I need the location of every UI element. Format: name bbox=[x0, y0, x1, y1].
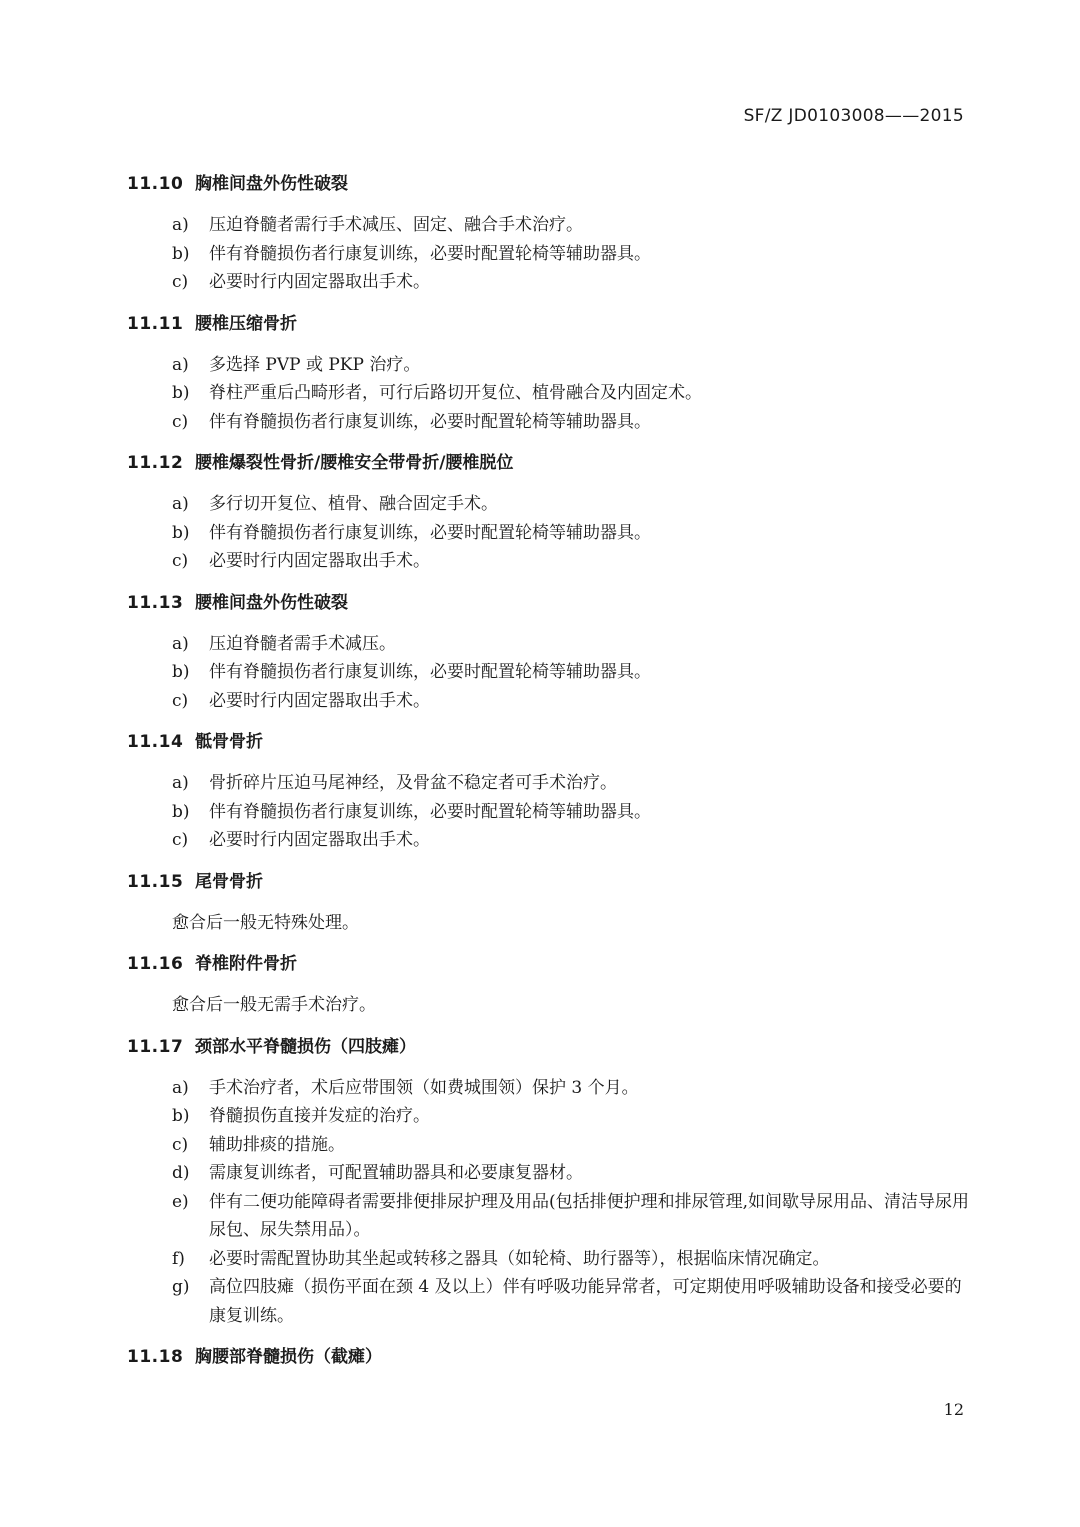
list-item bbox=[127, 490, 977, 519]
section-number: 11.13 bbox=[127, 592, 184, 613]
section-title: 尾骨骨折 bbox=[195, 871, 263, 892]
section-11-18 bbox=[127, 1343, 977, 1371]
section-title: 脊椎附件骨折 bbox=[195, 954, 297, 974]
item-marker: c) bbox=[172, 272, 189, 292]
item-marker: c) bbox=[172, 830, 189, 850]
item-text: 需康复训练者，可配置辅助器具和必要康复器材。 bbox=[209, 1163, 583, 1183]
section-11-17 bbox=[127, 1033, 977, 1344]
item-marker: b) bbox=[172, 243, 190, 264]
list-item bbox=[127, 1188, 977, 1245]
item-marker: b) bbox=[172, 662, 190, 682]
item-text: 高位四肢瘫（损伤平面在颈 4 及以上）伴有呼吸功能异常者，可定期使用呼吸辅助设备和接受必要的康复训练。 bbox=[209, 1277, 962, 1326]
list-item bbox=[127, 211, 977, 240]
section-heading bbox=[127, 170, 977, 198]
document-code: SF/Z JD0103008——2015 bbox=[743, 106, 964, 126]
section-number: 11.12 bbox=[127, 453, 184, 473]
list-item bbox=[127, 687, 977, 716]
section-number: 11.18 bbox=[127, 1347, 184, 1367]
item-marker: a) bbox=[172, 215, 189, 235]
list-item bbox=[127, 1131, 977, 1160]
section-number: 11.16 bbox=[127, 954, 184, 974]
section-11-10 bbox=[127, 170, 977, 310]
section-number: 11.15 bbox=[127, 871, 184, 892]
section-title: 腰椎压缩骨折 bbox=[195, 313, 297, 334]
section-title: 胸椎间盘外伤性破裂 bbox=[195, 174, 348, 194]
item-marker: a) bbox=[172, 773, 189, 793]
item-text: 手术治疗者，术后应带围领（如费城围领）保护 3 个月。 bbox=[209, 1077, 639, 1098]
section-11-12 bbox=[127, 449, 977, 589]
list-item bbox=[127, 268, 977, 297]
item-text: 伴有二便功能障碍者需要排便排尿护理及用品(包括排便护理和排尿管理,如间歇导尿用品、清洁导尿用尿包、尿失禁用品）。 bbox=[209, 1191, 970, 1240]
list-item bbox=[127, 630, 977, 659]
list-item bbox=[127, 826, 977, 855]
list-item bbox=[127, 351, 977, 380]
list-item bbox=[127, 1074, 977, 1103]
item-marker: b) bbox=[172, 522, 190, 543]
list-item bbox=[127, 1159, 977, 1188]
section-heading bbox=[127, 310, 977, 338]
item-text: 必要时行内固定器取出手术。 bbox=[209, 551, 430, 571]
item-marker: e) bbox=[172, 1191, 189, 1212]
section-title: 胸腰部脊髓损伤（截瘫） bbox=[195, 1347, 382, 1367]
list-item bbox=[127, 1102, 977, 1131]
item-marker: c) bbox=[172, 411, 189, 432]
section-11-14 bbox=[127, 728, 977, 868]
item-text: 必要时行内固定器取出手术。 bbox=[209, 690, 430, 711]
section-heading bbox=[127, 868, 977, 896]
section-title: 腰椎间盘外伤性破裂 bbox=[195, 592, 348, 613]
item-marker: d) bbox=[172, 1163, 190, 1183]
item-text: 辅助排痰的措施。 bbox=[209, 1134, 345, 1155]
section-paragraph: 愈合后一般无特殊处理。 bbox=[172, 912, 359, 933]
item-marker: g) bbox=[172, 1277, 190, 1297]
item-text: 多选择 PVP 或 PKP 治疗。 bbox=[209, 354, 421, 375]
list-item bbox=[127, 547, 977, 576]
section-heading bbox=[127, 589, 977, 617]
section-number: 11.14 bbox=[127, 732, 184, 752]
item-marker: a) bbox=[172, 633, 189, 654]
item-text: 必要时行内固定器取出手术。 bbox=[209, 830, 430, 850]
item-marker: f) bbox=[172, 1248, 185, 1269]
document-body bbox=[127, 170, 977, 1384]
item-text: 脊髓损伤直接并发症的治疗。 bbox=[209, 1106, 430, 1126]
list-item bbox=[127, 379, 977, 408]
item-text: 多行切开复位、植骨、融合固定手术。 bbox=[209, 494, 498, 514]
item-text: 伴有脊髓损伤者行康复训练，必要时配置轮椅等辅助器具。 bbox=[209, 411, 651, 432]
section-number: 11.17 bbox=[127, 1036, 184, 1057]
item-text: 必要时行内固定器取出手术。 bbox=[209, 272, 430, 292]
list-item bbox=[127, 240, 977, 269]
item-marker: a) bbox=[172, 494, 189, 514]
section-11-15 bbox=[127, 868, 977, 951]
section-heading bbox=[127, 950, 977, 978]
item-marker: a) bbox=[172, 354, 189, 375]
list-item bbox=[127, 798, 977, 827]
section-11-11 bbox=[127, 310, 977, 450]
item-text: 伴有脊髓损伤者行康复训练，必要时配置轮椅等辅助器具。 bbox=[209, 662, 651, 682]
item-marker: b) bbox=[172, 801, 190, 822]
list-item bbox=[127, 1273, 977, 1330]
section-title: 腰椎爆裂性骨折/腰椎安全带骨折/腰椎脱位 bbox=[195, 453, 514, 473]
item-text: 伴有脊髓损伤者行康复训练，必要时配置轮椅等辅助器具。 bbox=[209, 801, 651, 822]
section-number: 11.10 bbox=[127, 174, 184, 194]
list-item bbox=[127, 519, 977, 548]
section-heading bbox=[127, 449, 977, 477]
section-heading bbox=[127, 1033, 977, 1061]
section-title: 颈部水平脊髓损伤（四肢瘫） bbox=[195, 1036, 416, 1057]
item-text: 必要时需配置协助其坐起或转移之器具（如轮椅、助行器等），根据临床情况确定。 bbox=[209, 1248, 830, 1269]
section-heading bbox=[127, 1343, 977, 1371]
item-text: 脊柱严重后凸畸形者，可行后路切开复位、植骨融合及内固定术。 bbox=[209, 383, 702, 403]
item-marker: c) bbox=[172, 690, 189, 711]
section-paragraph: 愈合后一般无需手术治疗。 bbox=[172, 995, 376, 1015]
item-marker: b) bbox=[172, 1106, 190, 1126]
list-item bbox=[127, 408, 977, 437]
item-text: 伴有脊髓损伤者行康复训练，必要时配置轮椅等辅助器具。 bbox=[209, 243, 651, 264]
item-marker: c) bbox=[172, 551, 189, 571]
section-number: 11.11 bbox=[127, 313, 184, 334]
list-item bbox=[127, 1245, 977, 1274]
page-number: 12 bbox=[943, 1400, 964, 1419]
section-heading bbox=[127, 728, 977, 756]
item-marker: b) bbox=[172, 383, 190, 403]
item-text: 伴有脊髓损伤者行康复训练，必要时配置轮椅等辅助器具。 bbox=[209, 522, 651, 543]
list-item bbox=[127, 769, 977, 798]
item-text: 压迫脊髓者需手术减压。 bbox=[209, 633, 396, 654]
item-text: 压迫脊髓者需行手术减压、固定、融合手术治疗。 bbox=[209, 215, 583, 235]
section-11-16 bbox=[127, 950, 977, 1033]
section-title: 骶骨骨折 bbox=[195, 732, 263, 752]
section-11-13 bbox=[127, 589, 977, 729]
item-marker: c) bbox=[172, 1134, 189, 1155]
item-marker: a) bbox=[172, 1077, 189, 1098]
list-item bbox=[127, 658, 977, 687]
item-text: 骨折碎片压迫马尾神经，及骨盆不稳定者可手术治疗。 bbox=[209, 773, 617, 793]
